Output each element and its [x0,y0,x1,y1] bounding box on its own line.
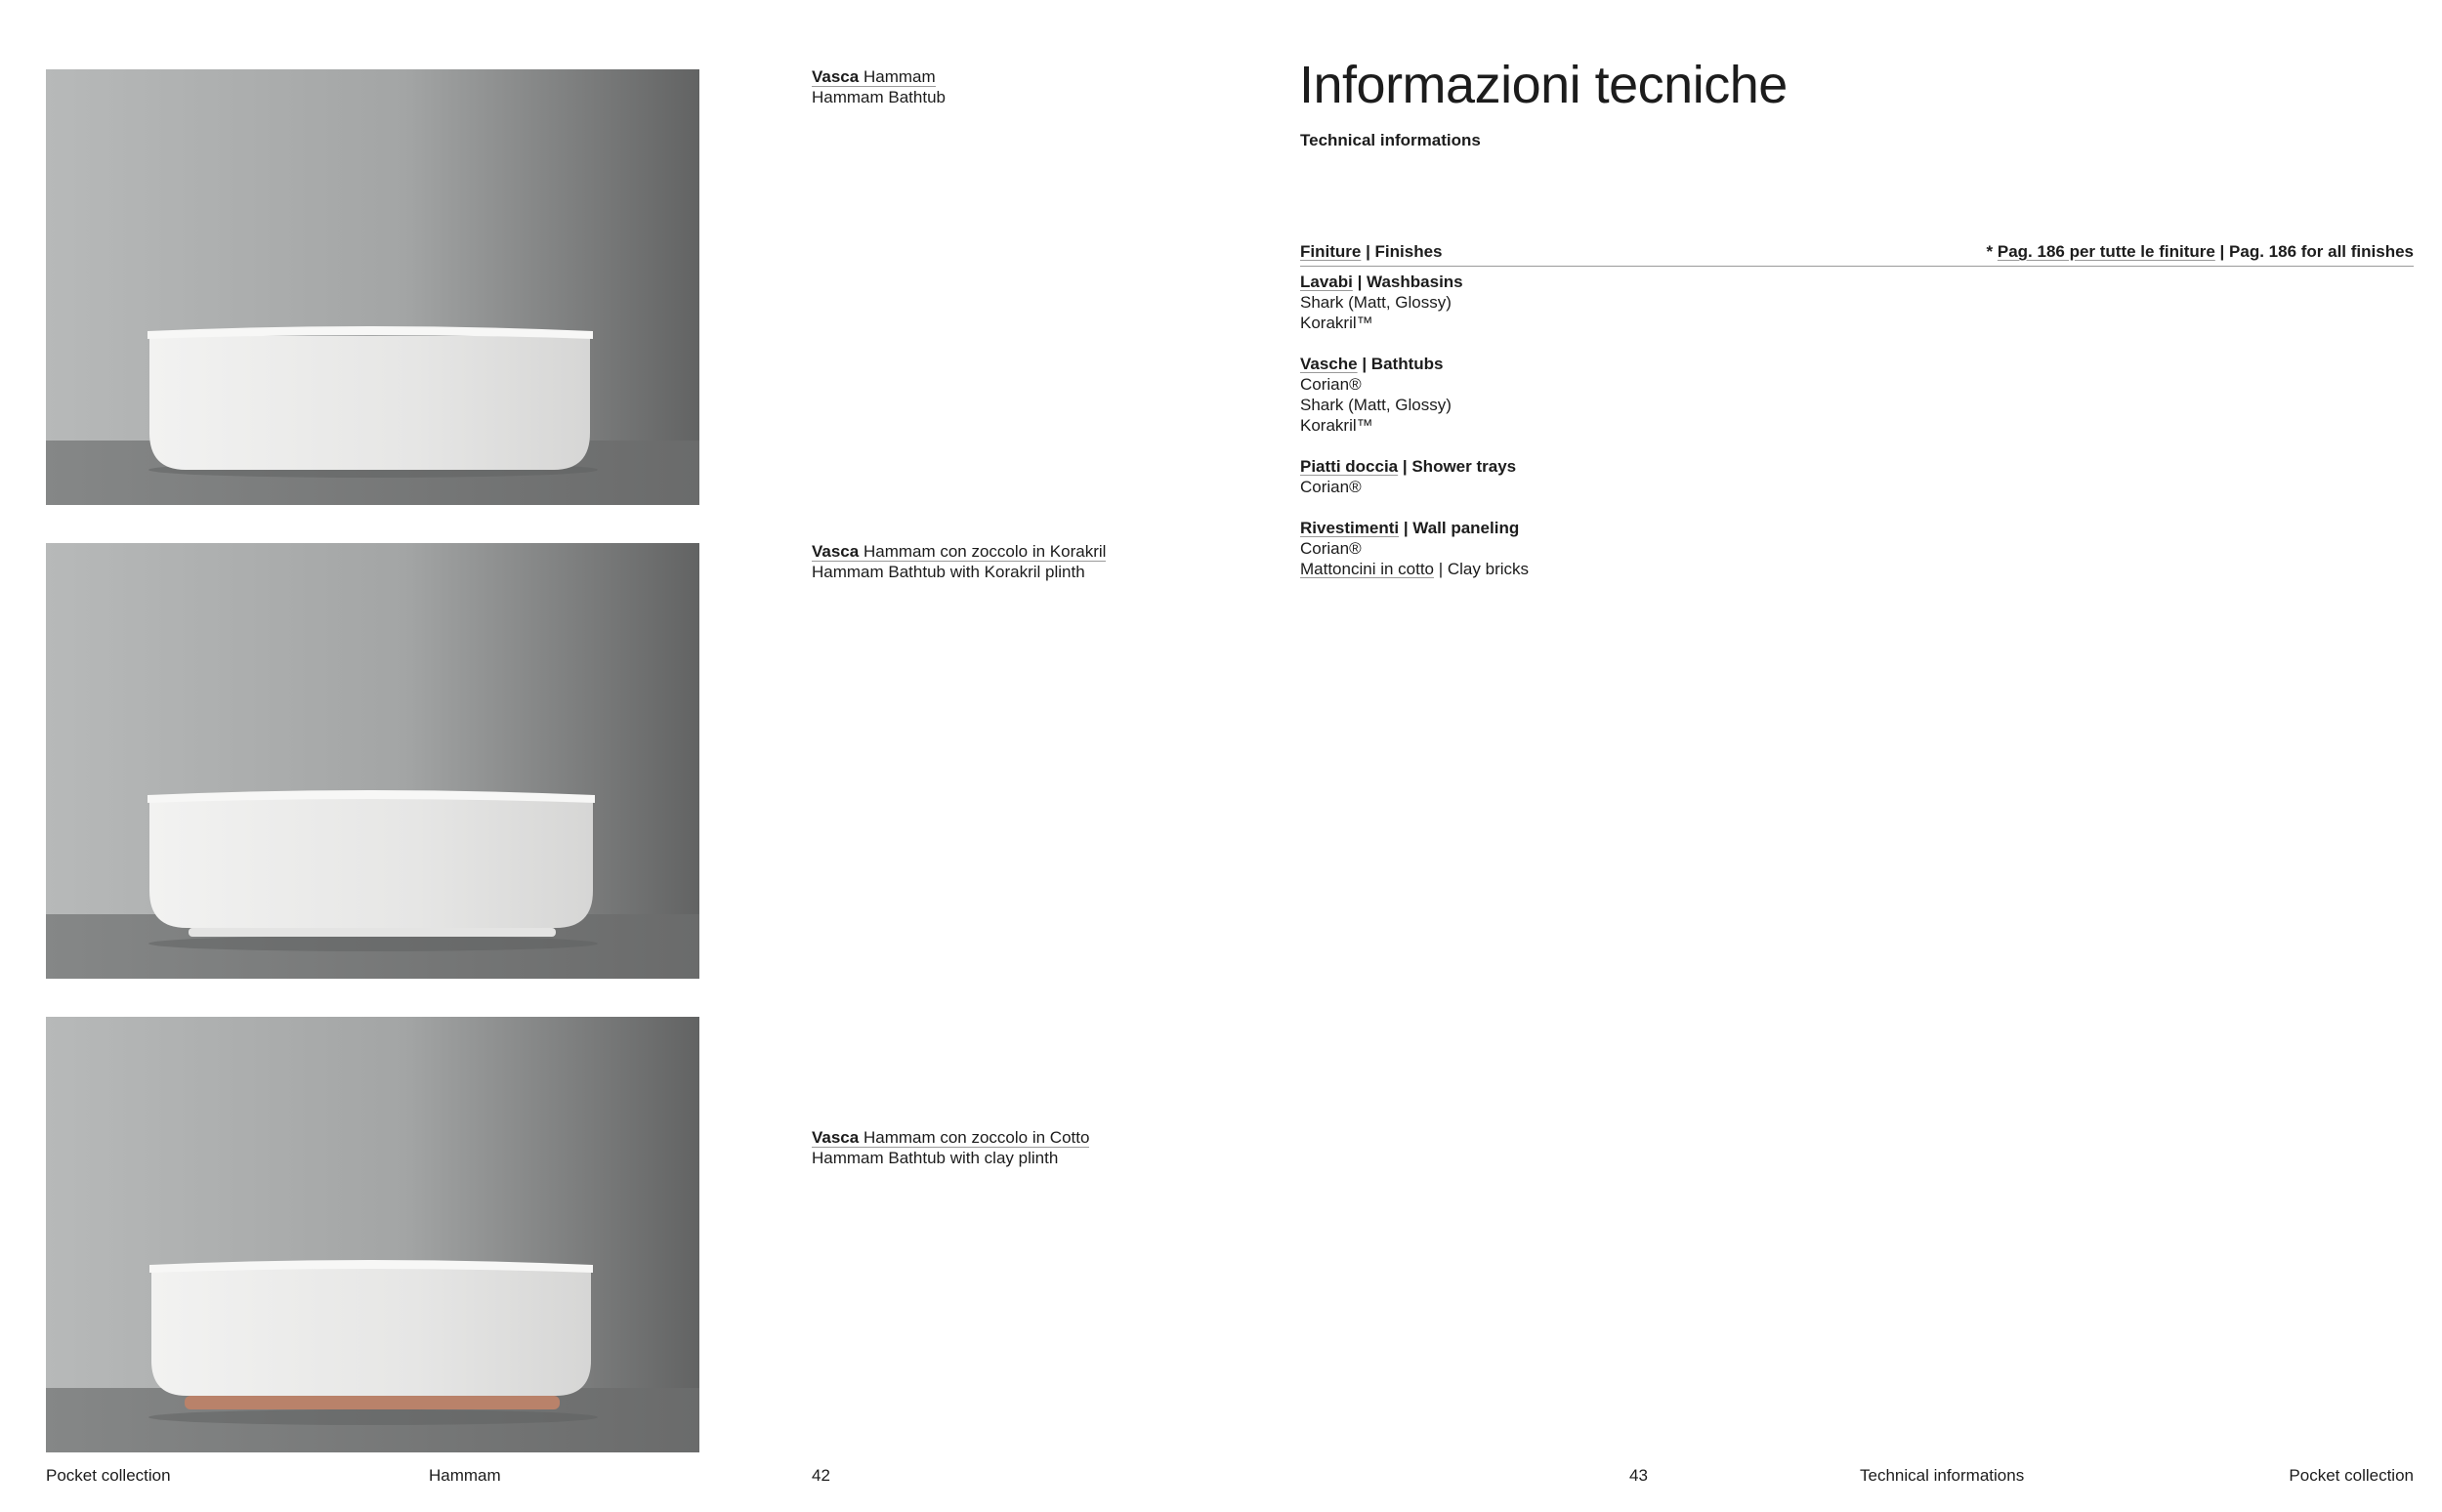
heading-it: Rivestimenti [1300,519,1400,537]
caption-rest: Hammam con zoccolo in Korakril [859,542,1107,561]
footer-section-left: Hammam [429,1466,501,1485]
item-en: | Clay bricks [1434,560,1530,578]
finish-item: Corian® [1300,539,1362,558]
caption-title [812,1128,1089,1148]
caption-bold: Vasca [812,542,860,561]
footer-collection-right: Pocket collection [2289,1466,2414,1485]
page-subtitle: Technical informations [1300,131,1481,149]
heading-it: Piatti doccia [1300,457,1399,476]
footer-collection-left: Pocket collection [46,1466,171,1485]
finish-group-wall-paneling [1300,518,1529,579]
page-title: Informazioni tecniche [1299,56,1788,114]
finishes-header [1300,242,2414,267]
note-it: Pag. 186 per tutte le finiture [1997,242,2215,261]
caption-english: Hammam Bathtub with Korakril plinth [812,563,1085,581]
finishes-page-note[interactable] [1987,242,2414,262]
caption-title [812,67,936,87]
caption-clay-plinth [812,1127,1089,1168]
caption-korakril-plinth [812,541,1106,582]
caption-rest: Hammam [859,67,936,86]
finish-item-clay-bricks [1300,559,1529,579]
finish-item: Korakril™ [1300,314,1373,332]
caption-english: Hammam Bathtub [812,88,946,106]
finishes-label [1300,242,1443,262]
heading-it: Lavabi [1300,273,1353,291]
finish-item: Corian® [1300,478,1362,496]
page-number-right: 43 [1629,1466,1648,1485]
caption-bold: Vasca [812,1128,860,1147]
caption-hammam-bathtub [812,66,946,107]
finish-item: Korakril™ [1300,416,1373,435]
note-en: | Pag. 186 for all finishes [2214,242,2414,261]
finish-group-heading [1300,456,1516,477]
finish-group-bathtubs [1300,354,1452,436]
page-number-left: 42 [812,1466,830,1485]
finish-group-washbasins [1300,272,1463,333]
heading-en: | Bathtubs [1357,355,1444,373]
caption-bold: Vasca [812,67,860,86]
finish-group-heading [1300,518,1529,538]
heading-en: | Wall paneling [1399,519,1520,537]
finish-item: Corian® [1300,375,1362,394]
caption-english: Hammam Bathtub with clay plinth [812,1149,1059,1167]
bathtub-photo-clay-plinth [46,1017,699,1452]
caption-title [812,542,1106,562]
finishes-label-en: | Finishes [1361,242,1443,261]
finishes-label-it: Finiture [1300,242,1362,261]
heading-it: Vasche [1300,355,1358,373]
finish-group-heading [1300,354,1452,374]
heading-en: | Shower trays [1398,457,1517,476]
finish-group-shower-trays [1300,456,1516,497]
bathtub-photo-korakril-plinth [46,543,699,979]
item-it: Mattoncini in cotto [1300,560,1435,578]
note-asterisk: * [1986,242,1998,261]
finish-item: Shark (Matt, Glossy) [1300,396,1452,414]
finish-group-heading [1300,272,1463,292]
finish-item: Shark (Matt, Glossy) [1300,293,1452,312]
bathtub-photo-hammam [46,69,699,505]
heading-en: | Washbasins [1352,273,1463,291]
caption-rest: Hammam con zoccolo in Cotto [859,1128,1090,1147]
footer-section-right: Technical informations [1860,1466,2025,1485]
